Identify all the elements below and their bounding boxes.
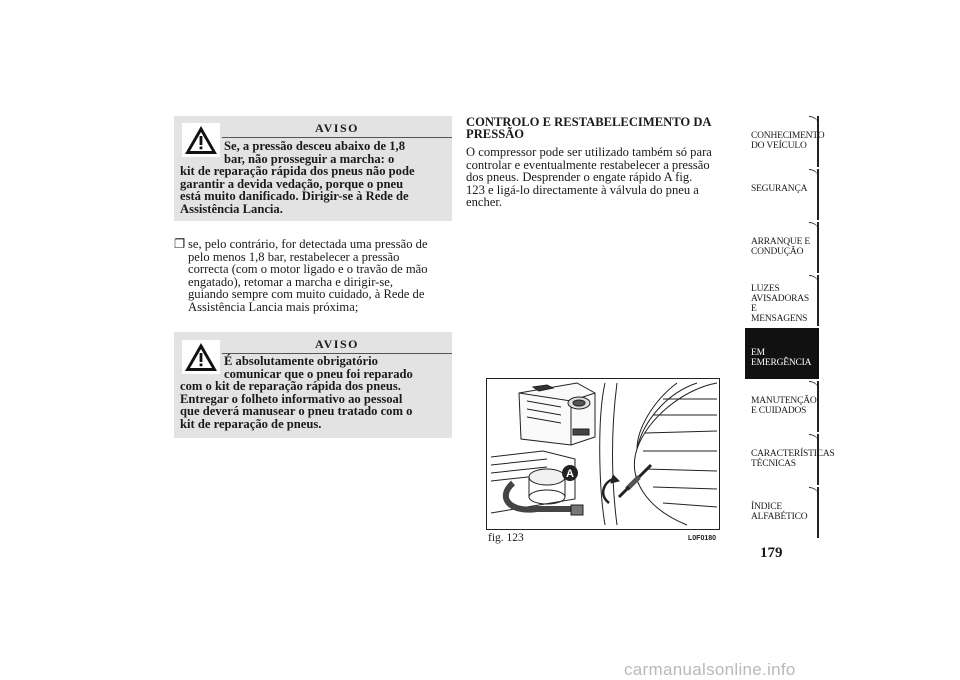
page-number: 179 bbox=[760, 545, 783, 561]
figure-code: L0F0180 bbox=[688, 535, 717, 542]
chapter-tabs bbox=[745, 116, 835, 540]
tab-label: EM EMERGÊNCIA bbox=[751, 348, 812, 368]
tab-arranque[interactable] bbox=[745, 222, 819, 273]
bullet-line: Assistência Lancia mais próxima; bbox=[188, 299, 359, 314]
bullet-line: correcta (com o motor ligado e o travão de mão bbox=[188, 262, 428, 277]
warning-line: que deverá manusear o pneu tratado com o bbox=[180, 404, 413, 419]
tab-label: MANUTENÇÃO E CUIDADOS bbox=[751, 396, 817, 416]
section-paragraph bbox=[466, 146, 728, 209]
warning-box-2 bbox=[174, 332, 452, 438]
watermark: carmanualsonline.info bbox=[624, 660, 796, 679]
figure-label-a: A bbox=[566, 468, 574, 480]
warning-header: AVISO bbox=[222, 337, 452, 354]
checkbox-bullet-icon: ❐ bbox=[174, 237, 186, 251]
warning-line: garantir a devida vedação, porque o pneu bbox=[180, 176, 404, 191]
bullet-line: guiando sempre com muito cuidado, à Rede de bbox=[188, 287, 425, 302]
tab-label: LUZES AVISADORAS E MENSAGENS bbox=[751, 284, 810, 324]
warning-line: comunicar que o pneu foi reparado bbox=[224, 366, 413, 381]
warning-line: É absolutamente obrigatório bbox=[224, 354, 378, 368]
paragraph-line: encher. bbox=[466, 195, 503, 210]
bullet-paragraph bbox=[174, 238, 454, 314]
warning-text bbox=[180, 355, 446, 431]
warning-text bbox=[180, 140, 446, 216]
warning-line: kit de reparação rápida dos pneus não pode bbox=[180, 164, 415, 179]
warning-line: Entregar o folheto informativo ao pessoal bbox=[180, 391, 403, 406]
paragraph-line: O compressor pode ser utilizado também só para bbox=[466, 145, 712, 159]
tab-manutencao[interactable] bbox=[745, 381, 819, 432]
warning-line: kit de reparação de pneus. bbox=[180, 416, 322, 431]
figure-caption: fig. 123 bbox=[488, 532, 524, 544]
tab-seguranca[interactable] bbox=[745, 169, 819, 220]
tab-em-emergencia[interactable] bbox=[745, 328, 819, 379]
warning-line: bar, não prosseguir a marcha: o bbox=[224, 151, 395, 166]
bullet-line: se, pelo contrário, for detectada uma pressão de bbox=[188, 237, 428, 251]
warning-box-1 bbox=[174, 116, 452, 221]
tab-indice[interactable] bbox=[745, 487, 819, 538]
warning-line: está muito danificado. Dirigir-se à Rede de bbox=[180, 189, 409, 204]
paragraph-line: 123 e ligá-lo directamente à válvula do pneu a bbox=[466, 182, 699, 197]
tab-luzes[interactable] bbox=[745, 275, 819, 326]
warning-header: AVISO bbox=[222, 121, 452, 138]
tab-label: CONHECIMENTO DO VEÍCULO bbox=[751, 131, 825, 151]
heading-line: CONTROLO E RESTABELECIMENTO DA bbox=[466, 115, 712, 129]
tab-label: SEGURANÇA bbox=[751, 184, 808, 194]
bullet-line: engatado), retomar a marcha e dirigir-se, bbox=[188, 274, 393, 289]
section-heading bbox=[466, 117, 726, 140]
tab-caracteristicas[interactable] bbox=[745, 434, 835, 485]
tab-label: ARRANQUE E CONDUÇÃO bbox=[751, 237, 810, 257]
compressor-drawing bbox=[487, 379, 719, 529]
warning-line: com o kit de reparação rápida dos pneus. bbox=[180, 379, 401, 394]
heading-line: PRESSÃO bbox=[466, 126, 525, 141]
tab-conhecimento[interactable] bbox=[745, 116, 825, 167]
tab-label: CARACTERÍSTICAS TÉCNICAS bbox=[751, 449, 835, 469]
warning-line: Assistência Lancia. bbox=[180, 201, 283, 216]
paragraph-line: controlar e eventualmente restabelecer a pressão bbox=[466, 157, 710, 172]
warning-line: Se, a pressão desceu abaixo de 1,8 bbox=[224, 139, 405, 153]
bullet-line: pelo menos 1,8 bar, restabelecer a pressão bbox=[188, 249, 400, 264]
paragraph-line: dos pneus. Desprender o engate rápido A fig. bbox=[466, 170, 693, 185]
figure-compressor-illustration bbox=[486, 378, 720, 530]
tab-label: ÍNDICE ALFABÉTICO bbox=[751, 502, 808, 522]
